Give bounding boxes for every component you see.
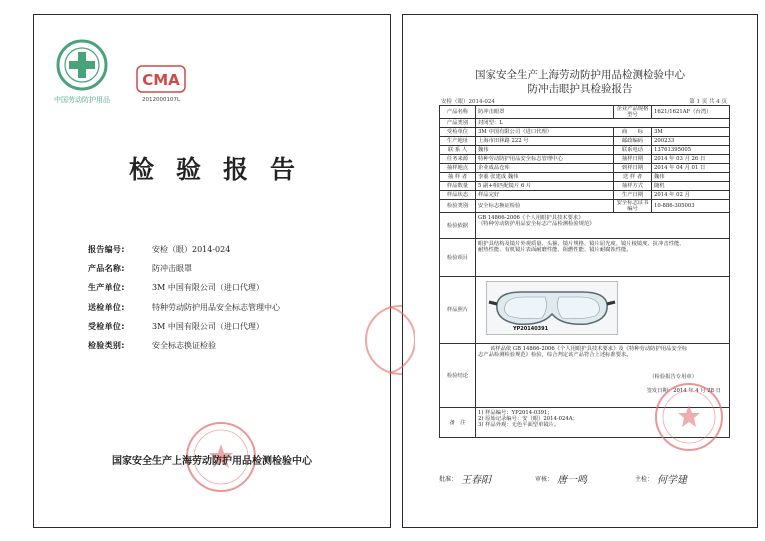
table-row — [440, 106, 730, 119]
info-row-inspected-unit — [88, 317, 280, 336]
table-value: 魏伟 — [476, 146, 614, 155]
signature-row — [439, 471, 729, 486]
table-label: 检验结论 — [440, 344, 476, 408]
table-value: 特种劳动防护用品安全标志管理中心 — [476, 155, 614, 164]
info-key: 生产单位: — [88, 283, 125, 293]
info-row-manufacturer — [88, 278, 280, 297]
report-detail-page — [402, 14, 758, 528]
table-value: 防冲击眼罩 — [476, 106, 614, 119]
info-row-report-number — [88, 240, 280, 259]
info-value: 安检（眼）2014-024 — [152, 245, 231, 255]
table-label: 检验依据 — [440, 213, 476, 239]
report-title: 检验报告 — [128, 155, 317, 184]
table-label: 抽 样 者 — [440, 173, 476, 182]
table-label: 产品名称 — [440, 106, 476, 119]
detail-report-number: 安检（眼）2014-024 — [441, 99, 495, 105]
table-row — [440, 164, 730, 173]
cma-number: 2012000107L — [142, 97, 181, 103]
info-key: 检验类别: — [88, 341, 125, 351]
approver-signature: 王春阳 — [461, 475, 492, 486]
table-label: 送 样 者 — [614, 173, 652, 182]
table-label: 备 注 — [440, 408, 476, 438]
table-label: 安全标志证书编号 — [614, 200, 652, 213]
inspector-signature: 何学建 — [657, 475, 688, 486]
report-info-list — [88, 240, 280, 355]
table-label: 联系电话 — [614, 146, 652, 155]
main-inspector — [635, 471, 687, 486]
inspection-seal — [653, 381, 725, 453]
table-value: 10-886-305003 — [652, 200, 730, 213]
table-value: 魏伟 — [652, 173, 730, 182]
photo-cell — [476, 277, 730, 344]
info-key: 产品名称: — [88, 264, 125, 274]
remark-line: 3) 样品外观：无色平面型单镜片。 — [478, 422, 560, 429]
detail-org-title: 国家安全生产上海劳动防护用品检测检验中心 — [475, 69, 685, 81]
table-row — [440, 146, 730, 155]
labor-protection-cert-logo — [56, 39, 108, 91]
goggles-image — [487, 282, 617, 334]
seam-seal-right — [391, 300, 415, 380]
table-label: 邮政编码 — [614, 137, 652, 146]
table-row — [440, 128, 730, 137]
photo-caption: YP20140391 — [513, 325, 549, 332]
table-label: 受检单位 — [440, 128, 476, 137]
basis-line: 《特种劳动防护用品安全标志产品检测检验规范》 — [478, 221, 595, 228]
table-label: 产品类别 — [440, 119, 476, 128]
table-label: 联 系 人 — [440, 146, 476, 155]
table-label: 样品照片 — [440, 277, 476, 344]
table-value: 13761395005 — [652, 146, 730, 155]
info-value: 特种劳动防护用品安全标志管理中心 — [152, 302, 280, 312]
table-value: 随机 — [652, 182, 730, 191]
report-cover-page — [33, 14, 391, 528]
table-label: 商 标 — [614, 128, 652, 137]
table-value: 企业成品仓库 — [476, 164, 614, 173]
info-value: 3M 中国有限公司（进口代理） — [152, 321, 264, 331]
table-value: 上海市田林路 222 号 — [476, 137, 614, 146]
table-value: 1621/1621AF（台湾） — [652, 106, 730, 119]
table-row — [440, 182, 730, 191]
table-label: 任务来源 — [440, 155, 476, 164]
table-row — [440, 200, 730, 213]
approve-label: 批准： — [439, 476, 458, 483]
info-value: 3M 中国有限公司（进口代理） — [152, 283, 264, 293]
page-indicator: 第 1 页 共 4 页 — [689, 99, 727, 105]
items-cell — [476, 239, 730, 277]
remark-line: 1) 样品编号：YP2014-0391； — [478, 410, 553, 417]
table-value: 2014 年 03 月 26 日 — [652, 155, 730, 164]
table-value: 200233 — [652, 137, 730, 146]
detail-report-title: 防冲击眼护具检验报告 — [527, 83, 633, 95]
table-label: 企业产品规格型号 — [614, 106, 652, 119]
table-label: 生产日期 — [614, 191, 652, 200]
table-value: 安全标志换证检验 — [476, 200, 614, 213]
table-label: 抽样日期 — [614, 155, 652, 164]
conclusion-line: 志产品检测检验规范》检验，综合判定该产品符合上述标准要求。 — [478, 352, 632, 359]
table-row-photo — [440, 277, 730, 344]
basis-cell — [476, 213, 730, 239]
table-value: 封闭型：L — [476, 119, 730, 128]
items-line: 耐热性能、有机镜片表面耐磨性能、阻燃性能、镜片耐腐蚀性能。 — [478, 247, 632, 254]
table-value: 2014 年 04 月 01 日 — [652, 164, 730, 173]
info-row-inspection-type — [88, 336, 280, 355]
stamp-note: （检验报告专用章） — [649, 374, 697, 381]
auditor — [535, 471, 635, 486]
cma-mark: CMA — [142, 71, 180, 89]
auditor-signature: 唐一鸣 — [557, 475, 588, 486]
table-label: 抽样地点 — [440, 164, 476, 173]
table-label: 检验项目 — [440, 239, 476, 277]
conclusion-line: 该样品依 GB 14866-2006《个人用眼护具技术要求》及《特种劳动防护用品安全标 — [490, 346, 688, 353]
sample-photo — [486, 281, 618, 335]
basis-line: GB 14866-2006《个人用眼护具技术要求》 — [478, 215, 584, 222]
table-value: 李蓁 张建成 魏伟 — [476, 173, 614, 182]
table-label: 样品数量 — [440, 182, 476, 191]
table-row — [440, 137, 730, 146]
table-value: 2014 年 02 月 — [652, 191, 730, 200]
issuing-organization: 国家安全生产上海劳动防护用品检测检验中心 — [112, 456, 312, 467]
info-key: 受检单位: — [88, 321, 125, 331]
table-value: 3M 中国有限公司（进口代理） — [476, 128, 614, 137]
table-row-basis — [440, 213, 730, 239]
cma-logo — [136, 65, 186, 93]
table-row — [440, 155, 730, 164]
table-label: 抽样方式 — [614, 182, 652, 191]
table-label: 到样日期 — [614, 164, 652, 173]
audit-label: 审核： — [535, 476, 554, 483]
table-value: 5 副+相匹配镜片 6 片 — [476, 182, 614, 191]
table-row — [440, 173, 730, 182]
cert-logo-caption: 中国劳动防护用品 — [54, 96, 110, 104]
table-label: 样品状态 — [440, 191, 476, 200]
table-value: 样品完好 — [476, 191, 614, 200]
info-key: 送检单位: — [88, 302, 125, 312]
table-value: 3M — [652, 128, 730, 137]
table-row — [440, 119, 730, 128]
info-row-product-name — [88, 259, 280, 278]
sign-date: 签发日期：2014 年 4 月 28 日 — [646, 388, 721, 395]
info-value: 安全标志换证检验 — [152, 341, 216, 351]
approver — [439, 471, 535, 486]
info-row-submitting-unit — [88, 298, 280, 317]
info-value: 防冲击眼罩 — [152, 264, 192, 274]
table-label: 检验类别 — [440, 200, 476, 213]
info-key: 报告编号: — [88, 245, 125, 255]
table-label: 生产地址 — [440, 137, 476, 146]
remark-line: 2) 原始记录编号：安（眼）2014-024A； — [478, 416, 578, 423]
check-label: 主检： — [635, 476, 654, 483]
items-line: 眼护具结构及镜片外观质量、头箍、镜片规格、镜片屈光度、镜片棱镜度、抗冲击性能、 — [478, 241, 685, 248]
table-row — [440, 191, 730, 200]
table-row-items — [440, 239, 730, 277]
